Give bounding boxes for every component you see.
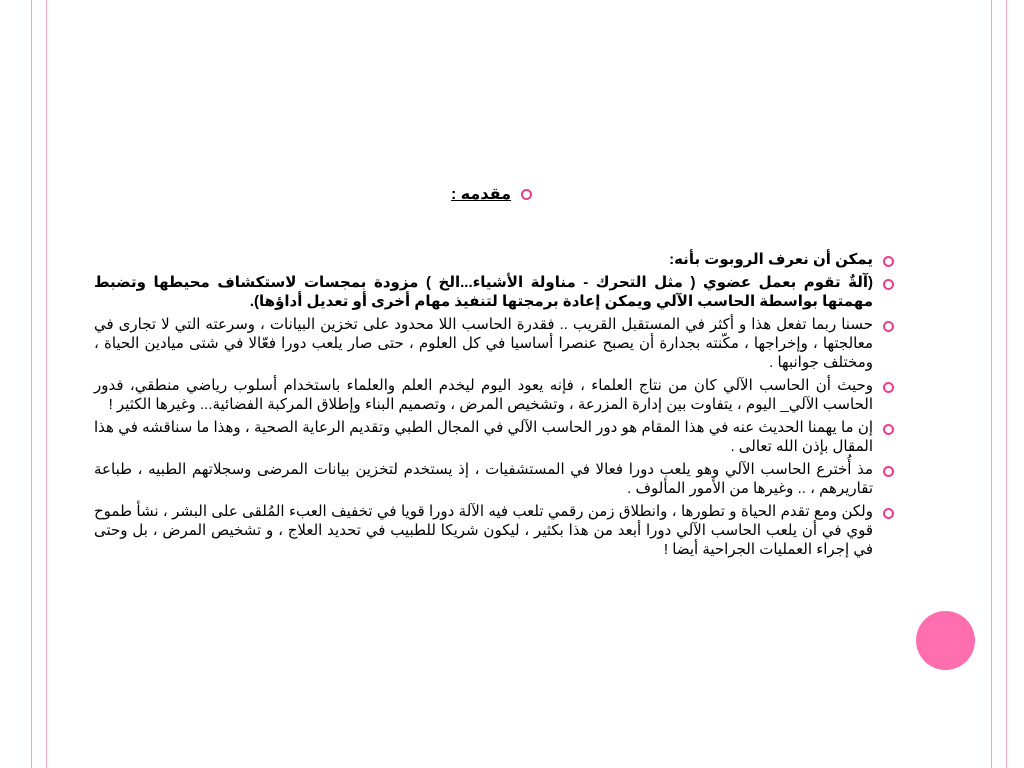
paragraph-text: (آلةٌ تقوم بعمل عضوي ( مثل التحرك - مناولة الأشياء...الخ ) مزودة بمجسات لاستكشاف محيطها وتضبط مهمتها بواسطة الحاسب الآلي ويمكن إعادة برمجتها لتنفيذ مهام أخرى أو تعديل أداؤها).: [94, 274, 873, 310]
bullet-paragraph: [94, 460, 894, 498]
paragraph-text: إن ما يهمنا الحديث عنه في هذا المقام هو دور الحاسب الآلي في المجال الطبي وتقديم الرعاية الصحية ، وهذا ما سناقشه في هذا المقال بإذن الله تعالى .: [94, 419, 873, 455]
bullet-circle-icon: [883, 508, 894, 519]
frame-line-left-outer: [31, 0, 32, 768]
bullet-paragraph: [94, 315, 894, 372]
frame-line-right-inner: [991, 0, 992, 768]
frame-line-right-outer: [1006, 0, 1007, 768]
bullet-paragraph: [94, 418, 894, 456]
paragraph-text: ولكن ومع تقدم الحياة و تطورها ، وانطلاق زمن رقمي تلعب فيه الآلة دورا قويا في تخفيف العبء المُلقى على البشر ، نشأ طموح قوي في أن يلعب الحاسب الآلي دورا أبعد من هذا بكثير ، ليكون شريكا للطبيب في تحديد العلاج ، و تشخيص المرض ، بل وحتى في إجراء العمليات الجراحية أيضا !: [94, 503, 873, 558]
paragraph-text: حسنا ربما تفعل هذا و أكثر في المستقبل القريب .. فقدرة الحاسب اللا محدود على تخزين البيانات ، وسرعته التي لا تجارى في معالجتها ، وإخراجها ، مكّنته بجدارة أن يصبح عنصرا أساسيا في كل العلوم ، حتى صار يلعب دورا فعّالا في شتى ميادين الحياة ، ومختلف جوانبها .: [94, 316, 873, 371]
paragraph-text: مذ أُخترع الحاسب الآلي وهو يلعب دورا فعالا في المستشفيات ، إذ يستخدم لتخزين بيانات المرضى وسجلاتهم الطبيه ، طباعة تقاريرهم ، .. وغيرها من الأمور المألوف .: [94, 461, 873, 497]
bullet-circle-icon: [521, 189, 532, 200]
bullet-paragraph: [94, 273, 894, 311]
bullet-circle-icon: [883, 424, 894, 435]
bullet-circle-icon: [883, 382, 894, 393]
bullet-paragraph: [94, 502, 894, 559]
paragraph-text: وحيث أن الحاسب الآلي كان من نتاج العلماء ، فإنه يعود اليوم ليخدم العلم والعلماء باستخدام أسلوب رياضي منطقي، فدور الحاسب الآلي_ اليوم ، يتفاوت بين إدارة المزرعة ، وتشخيص المرض ، وتصميم البناء وإطلاق المركبة الفضائية... وغيرها الكثير !: [94, 377, 873, 413]
frame-line-left-inner: [46, 0, 47, 768]
bullet-circle-icon: [883, 321, 894, 332]
decorative-circle: [916, 611, 975, 670]
bullet-paragraph: [94, 250, 894, 269]
slide-heading: مقدمه :: [450, 186, 511, 203]
slide-heading-row: [451, 184, 532, 204]
slide-body: [94, 250, 894, 563]
bullet-circle-icon: [883, 256, 894, 267]
paragraph-text: يمكن أن نعرف الروبوت بأنه:: [669, 251, 873, 268]
bullet-paragraph: [94, 376, 894, 414]
bullet-circle-icon: [883, 466, 894, 477]
bullet-circle-icon: [883, 279, 894, 290]
